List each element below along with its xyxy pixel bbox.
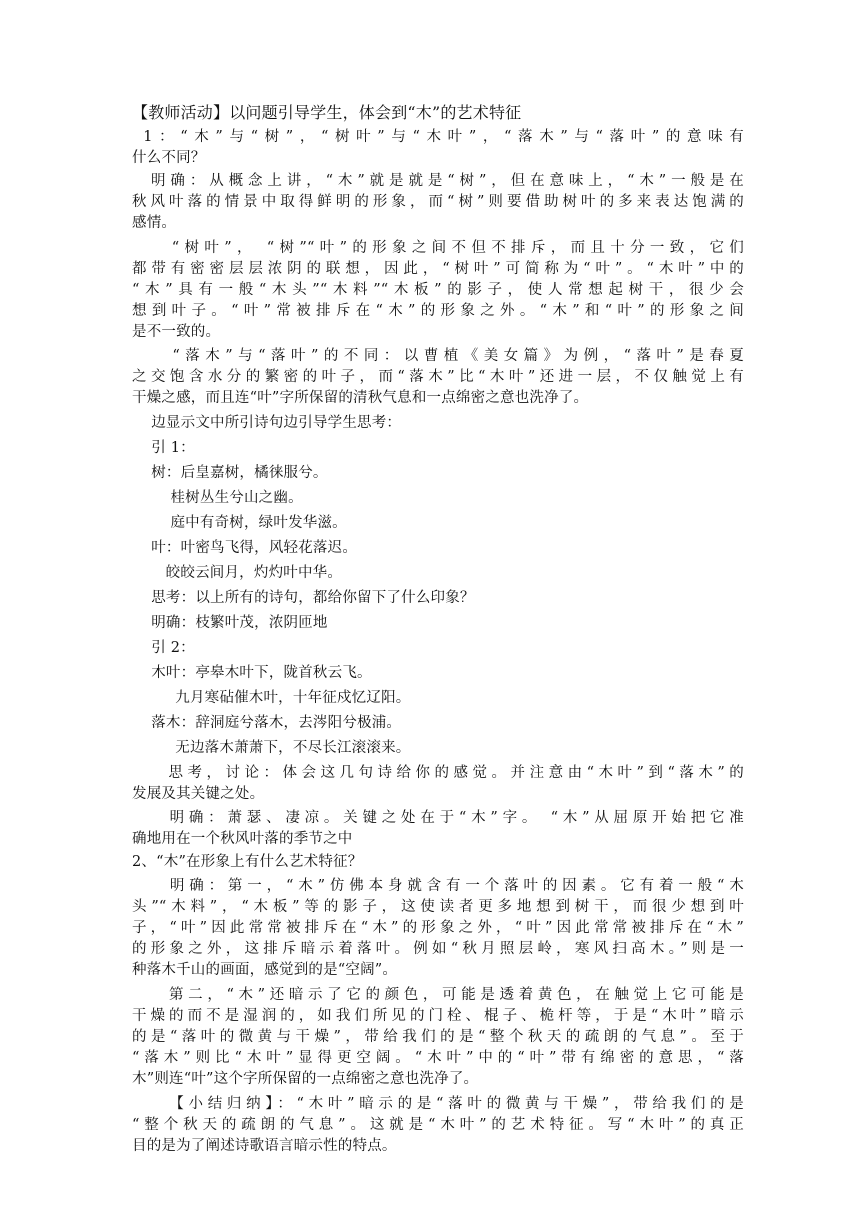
luomu-paragraph-line: 干燥之感，而且连“叶”字所保留的清秋气息和一点绵密之意也洗净了。 (132, 390, 589, 406)
poem-line: 庭中有奇树，绿叶发华滋。 (132, 515, 347, 531)
discussion-line: 发展及其关键之处。 (132, 786, 265, 802)
summary-line: 【小结归纳】：“木叶”暗示的是“落叶的微黄与干燥”，带给我们的是 (132, 1096, 744, 1112)
answer-second-line: 木”则连“叶”这个字所保留的一点绵密之意也洗净了。 (132, 1071, 479, 1087)
quote-group-label: 引 2： (132, 640, 195, 656)
summary-line: “整个秋天的疏朗的气息”。这就是“木叶”的艺术特征。写“木叶”的真正 (132, 1117, 744, 1133)
clarify-answer: 明确：枝繁叶茂，浓阴匝地 (132, 615, 328, 631)
poem-line: 桂树丛生兮山之幽。 (132, 490, 303, 506)
shu-ye-paragraph-line: 都带有密密层层浓阴的联想，因此，“树叶”可简称为“叶”。“木叶”中的 (132, 261, 744, 277)
answer-second-line: 干燥的而不是湿润的，如我们所见的门栓、棍子、桅杆等，于是“木叶”暗示 (132, 1008, 744, 1024)
poem-line: 落木：辞洞庭兮落木，去涔阳兮极浦。 (132, 715, 402, 731)
answer-first-line: 明确：第一，“木”仿佛本身就含有一个落叶的因素。它有着一般“木 (132, 878, 744, 894)
question-1-line: 什么不同？ (132, 150, 206, 166)
poem-line: 九月寒砧催木叶，十年征戍忆辽阳。 (132, 690, 411, 706)
poem-line: 木叶：亭皋木叶下，陇首秋云飞。 (132, 665, 372, 681)
teacher-activity-heading: 【教师活动】以问题引导学生，体会到“木”的艺术特征 (132, 103, 522, 122)
shu-ye-paragraph-line: “树叶”， “树”“叶”的形象之间不但不排斥，而且十分一致，它们 (132, 240, 744, 256)
answer-paragraph-line: 感情。 (132, 215, 177, 231)
question-1-line: 1：“木”与“树”，“树叶”与“木叶”，“落木”与“落叶”的意味有 (132, 129, 744, 145)
poem-line: 皎皎云间月，灼灼叶中华。 (132, 565, 343, 581)
luomu-paragraph-line: 之交饱含水分的繁密的叶子，而“落木”比“木叶”还进一层，不仅触觉上有 (132, 369, 744, 385)
answer-second-line: 第二，“木”还暗示了它的颜色，可能是透着黄色，在触觉上它可能是 (132, 987, 744, 1003)
answer-first-line: 种落木千山的画面，感觉到的是“空阔”。 (132, 962, 398, 978)
quote-group-label: 引 1： (132, 440, 195, 456)
poem-line: 叶：叶密鸟飞得，风轻花落迟。 (132, 540, 358, 556)
summary-line: 目的是为了阐述诗歌语言暗示性的特点。 (132, 1138, 397, 1154)
luomu-paragraph-line: “落木”与“落叶”的不同：以曹植《美女篇》为例，“落叶”是春夏 (132, 348, 744, 364)
question-2: 2、“木”在形象上有什么艺术特征？ (132, 854, 363, 870)
answer-first-line: 子，“叶”因此常常被排斥在“木”的形象之外，“叶”因此常常被排斥在“木” (132, 920, 744, 936)
think-prompt: 思考：以上所有的诗句，都给你留下了什么印象？ (132, 590, 475, 606)
clarify-answer-line: 明确：萧瑟、凄凉。关键之处在于“木”字。 “木”从屈原开始把它准 (132, 810, 744, 826)
clarify-answer-line: 确地用在一个秋风叶落的季节之中 (132, 831, 353, 847)
answer-second-line: 的是“落叶的微黄与干燥”，带给我们的是“整个秋天的疏朗的气息”。至于 (132, 1029, 744, 1045)
shu-ye-paragraph-line: “木”具有一般“木头”“木料”“木板”的影子，使人常想起树干，很少会 (132, 282, 744, 298)
discussion-line: 思考，讨论：体会这几句诗给你的感觉。并注意由“木叶”到“落木”的 (132, 765, 744, 781)
shu-ye-paragraph-line: 想到叶子。“叶”常被排斥在“木”的形象之外。“木”和“叶”的形象之间 (132, 303, 744, 319)
answer-first-line: 的形象之外，这排斥暗示着落叶。例如“秋月照层岭，寒风扫高木。”则是一 (132, 941, 744, 957)
poem-line: 无边落木萧萧下，不尽长江滚滚来。 (132, 740, 411, 756)
answer-first-line: 头”“木料”，“木板”等的影子，这使读者更多地想到树干，而很少想到叶 (132, 899, 744, 915)
poem-line: 树：后皇嘉树，橘徕服兮。 (132, 465, 328, 481)
shu-ye-paragraph-line: 是不一致的。 (132, 324, 221, 340)
answer-paragraph-line: 明确：从概念上讲，“木”就是就是“树”，但在意味上，“木”一般是在 (132, 173, 744, 189)
guide-text: 边显示文中所引诗句边引导学生思考： (132, 415, 402, 431)
answer-second-line: “落木”则比“木叶”显得更空阔。“木叶”中的“叶”带有绵密的意思，“落 (132, 1050, 744, 1066)
answer-paragraph-line: 秋风叶落的情景中取得鲜明的形象，而“树”则要借助树叶的多来表达饱满的 (132, 194, 744, 210)
